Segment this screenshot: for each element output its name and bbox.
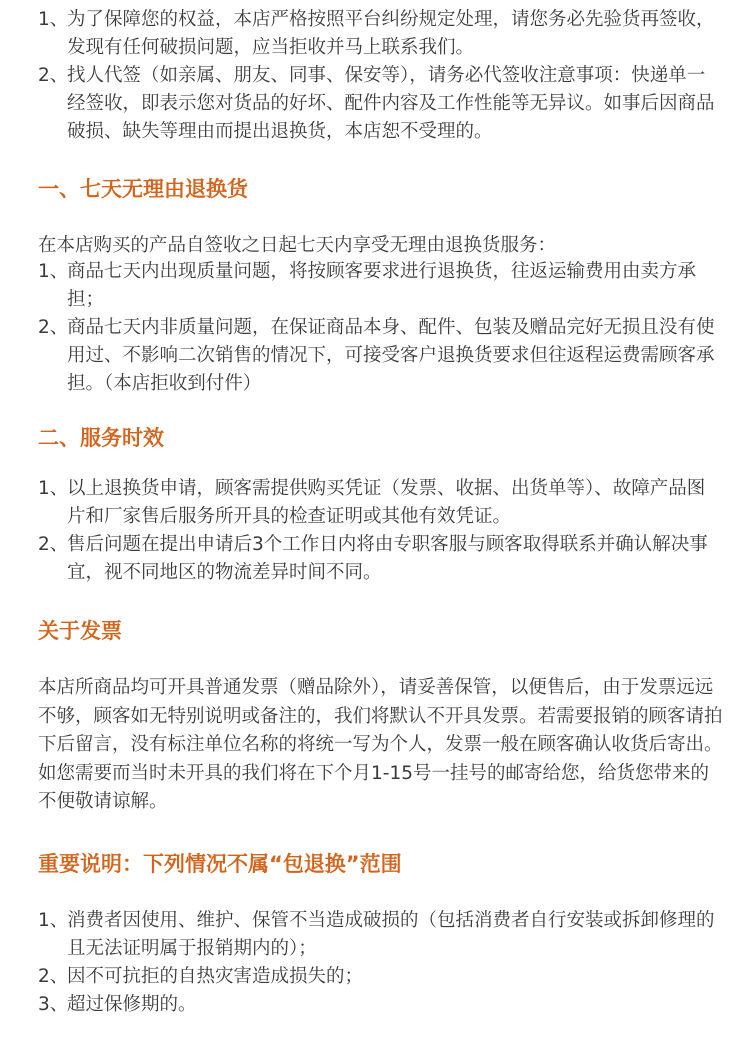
section-intro: 在本店购买的产品自签收之日起七天内享受无理由退换货服务： <box>38 235 557 256</box>
item-number: 2、 <box>38 317 69 338</box>
item-text: 为了保障您的权益，本店严格按照平台纠纷规定处理，请您务必先验货再签收，发现有任何破损问题，应当拒收并马上联系我们。 <box>67 9 715 58</box>
list-item <box>38 475 718 531</box>
list-item <box>38 907 718 963</box>
item-number: 3、 <box>38 994 69 1015</box>
item-text: 消费者因使用、维护、保管不当造成破损的（包括消费者自行安装或拆卸修理的且无法证明属于报销期内的）； <box>67 910 715 959</box>
section-heading-invoice: 关于发票 <box>38 619 122 643</box>
list-item <box>38 258 718 314</box>
section-heading-important-notice: 重要说明：下列情况不属“包退换”范围 <box>38 852 402 876</box>
item-number: 1、 <box>38 910 69 931</box>
item-text: 找人代签（如亲属、朋友、同事、保安等），请务必代签收注意事项：快递单一经签收，即表示您对货品的好坏、配件内容及工作性能等无异议。如事后因商品破损、缺失等理由而提出退换货，本店恕不受理的。 <box>67 65 715 142</box>
list-item <box>38 963 718 991</box>
item-text: 以上退换货申请，顾客需提供购买凭证（发票、收据、出货单等）、故障产品图片和厂家售后服务所开具的检查证明或其他有效凭证。 <box>67 478 706 527</box>
list-item <box>38 531 718 587</box>
item-text: 售后问题在提出申请后3个工作日内将由专职客服与顾客取得联系并确认解决事宜，视不同地区的物流差异时间不同。 <box>67 534 708 583</box>
list-item <box>38 62 718 146</box>
item-text: 商品七天内出现质量问题，将按顾客要求进行退换货，往返运输费用由卖方承担； <box>67 261 697 310</box>
return-policy-list <box>38 258 718 398</box>
item-number: 1、 <box>38 9 69 30</box>
item-number: 1、 <box>38 478 69 499</box>
item-number: 2、 <box>38 966 69 987</box>
intro-list <box>38 6 718 146</box>
item-number: 2、 <box>38 65 69 86</box>
exclusion-list <box>38 907 718 1019</box>
list-item <box>38 314 718 398</box>
list-item <box>38 6 718 62</box>
section-heading-seven-day-return: 一、七天无理由退换货 <box>38 177 248 201</box>
invoice-paragraph: 本店所商品均可开具普通发票（赠品除外），请妥善保管，以便售后，由于发票远远不够，顾客如无特别说明或备注的，我们将默认不开具发票。若需要报销的顾客请拍下后留言，没有标注单位名称的将统一写为个人，发票一般在顾客确认收货后寄出。如您需要而当时未开具的我们将在下个月1-15号一挂号的邮寄给您，给货您带来的不便敬请谅解。 <box>38 677 723 812</box>
item-number: 1、 <box>38 261 69 282</box>
item-text: 超过保修期的。 <box>67 994 197 1015</box>
item-text: 因不可抗拒的自热灾害造成损失的； <box>67 966 364 987</box>
section-heading-service-time: 二、服务时效 <box>38 426 164 450</box>
item-text: 商品七天内非质量问题，在保证商品本身、配件、包装及赠品完好无损且没有使用过、不影响二次销售的情况下，可接受客户退换货要求但往返程运费需顾客承担。（本店拒收到付件） <box>67 317 715 394</box>
service-time-list <box>38 475 718 587</box>
list-item <box>38 991 718 1019</box>
item-number: 2、 <box>38 534 69 555</box>
